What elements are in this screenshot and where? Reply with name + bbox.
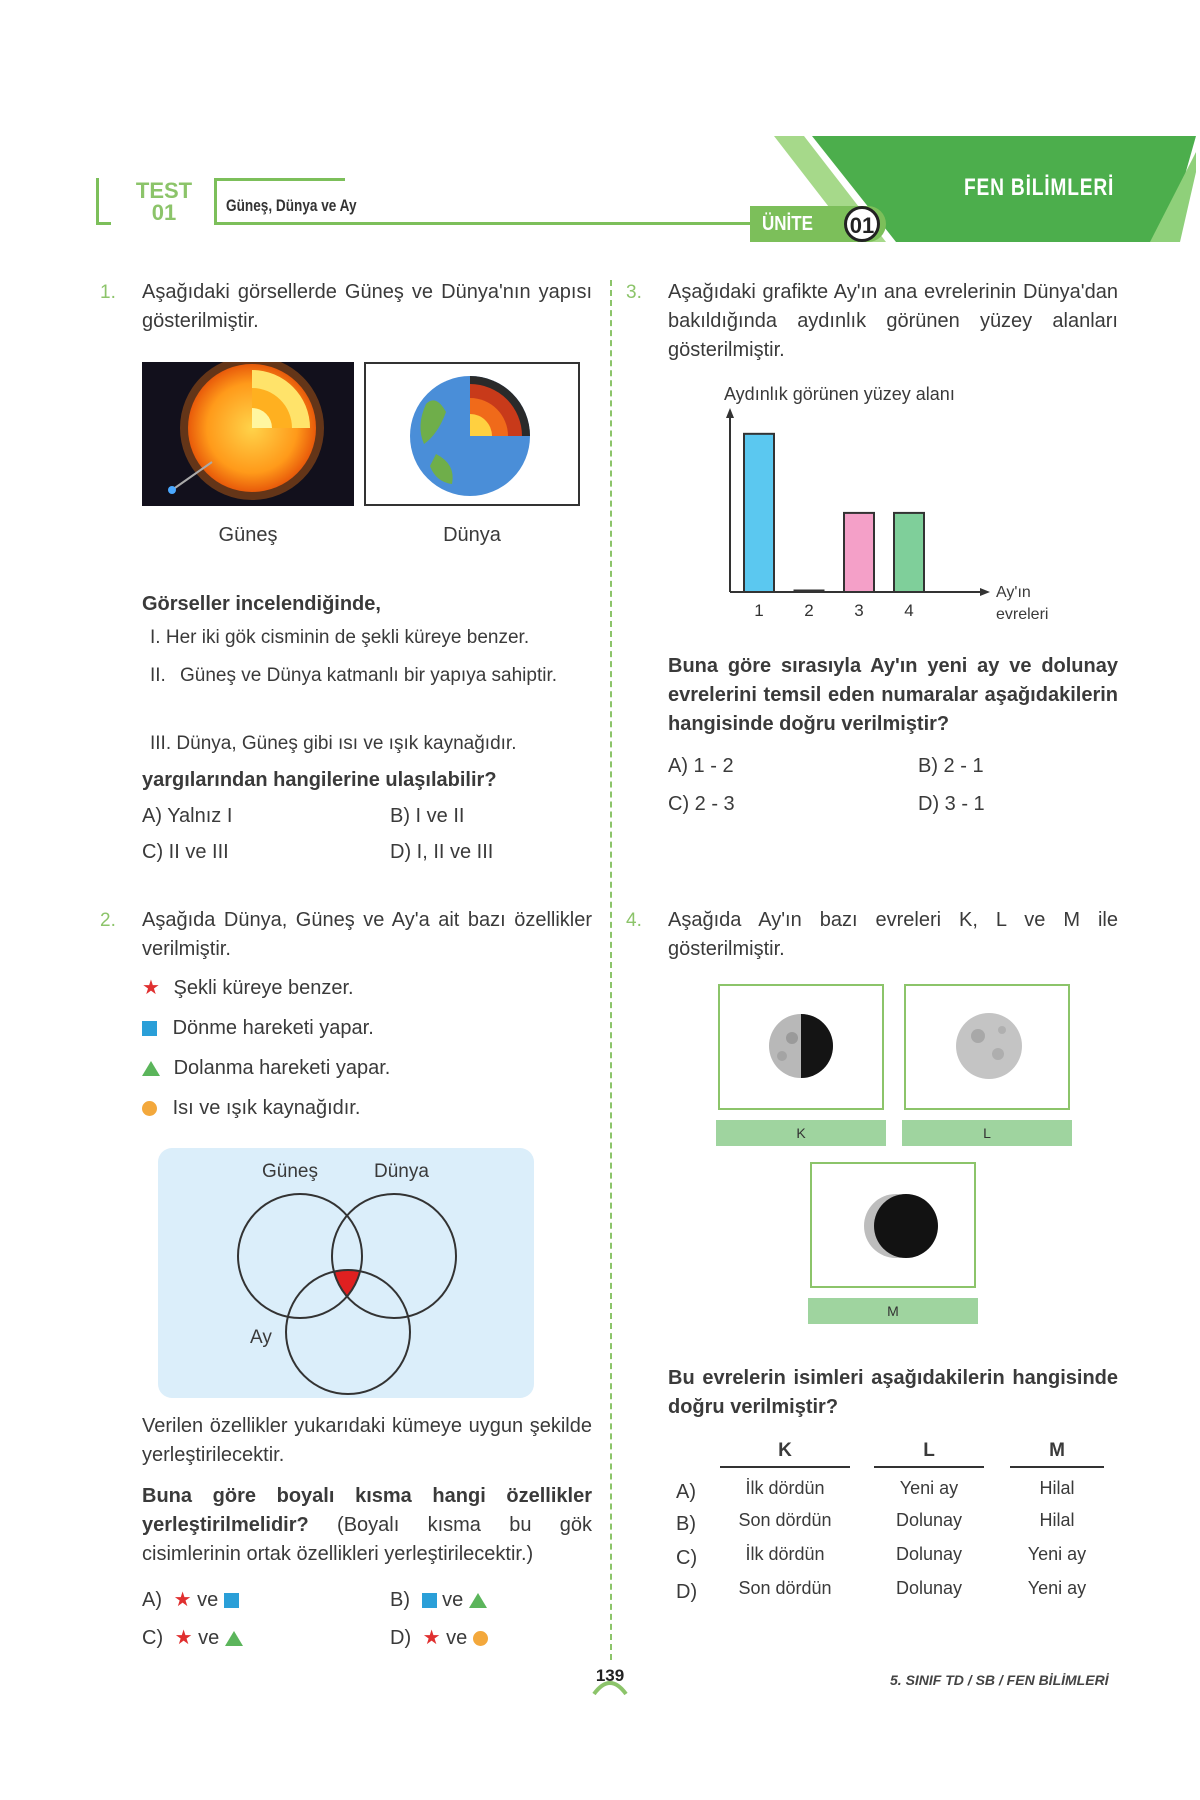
venn-label-moon: Ay: [250, 1327, 272, 1348]
statement-text: Her iki gök cisminin de şekli küreye benzer.: [165, 627, 530, 648]
and-word: ve: [442, 1589, 464, 1611]
red-star-icon: ★: [173, 1589, 192, 1611]
option-letter: B): [390, 1589, 410, 1611]
green-triangle-icon: [469, 1593, 487, 1608]
cell-m: Hilal: [1039, 1478, 1075, 1498]
unite-number: 01: [844, 206, 880, 242]
moon-l-image: [906, 986, 1068, 1108]
chart-xlabel-line1: Ay'ın: [996, 584, 1031, 601]
cell-l: Dolunay: [895, 1544, 963, 1564]
q1-number: 1.: [100, 282, 116, 303]
cell-l: Dolunay: [895, 1578, 963, 1598]
green-triangle-icon: [225, 1631, 243, 1646]
chart-bar-2: [794, 590, 824, 592]
q2-text: Aşağıda Dünya, Güneş ve Ay'a ait bazı özellikler verilmiştir.: [142, 909, 592, 960]
moon-label-l: L: [902, 1120, 1072, 1146]
caption-sun: Güneş: [218, 524, 278, 546]
y-axis-arrow: [726, 408, 734, 418]
caption-earth: Dünya: [443, 524, 501, 546]
moon-label-m: M: [808, 1298, 978, 1324]
moon-phase-k-box: [718, 984, 884, 1110]
topic-title: Güneş, Dünya ve Ay: [226, 196, 357, 215]
venn-circle-earth: [332, 1194, 456, 1318]
q1-statement: [150, 662, 592, 690]
blue-square-icon: [142, 1021, 157, 1036]
test-number: 01: [151, 200, 177, 225]
chart-bar-1: [744, 434, 774, 592]
and-word: ve: [197, 1589, 219, 1611]
statement-number: III.: [150, 733, 172, 754]
cell-k: İlk dördün: [745, 1544, 825, 1564]
option-letter: A): [676, 1481, 696, 1503]
column-divider: [610, 280, 612, 1660]
chart-bar-3: [844, 513, 874, 592]
cell-k: Son dördün: [738, 1510, 832, 1530]
and-word: ve: [198, 1627, 220, 1649]
q3-option-b[interactable]: B) 2 - 1: [918, 755, 984, 777]
header-rule: [214, 222, 774, 225]
q3-option-a[interactable]: A) 1 - 2: [668, 755, 734, 777]
legend-item-circle: [142, 1094, 360, 1122]
venn-label-earth: Dünya: [374, 1161, 429, 1182]
q1-lead: Görseller incelendiğinde,: [142, 593, 381, 615]
red-star-icon: ★: [174, 1627, 193, 1649]
q1-option-a[interactable]: A) Yalnız I: [142, 805, 233, 827]
q3-text: Aşağıdaki grafikte Ay'ın ana evrelerinin Dünya'dan bakıldığında aydınlık görünen yüzey alanları gösterilmiştir.: [668, 281, 1118, 361]
moon-m-image: [812, 1164, 974, 1286]
cell-m: Yeni ay: [1027, 1544, 1087, 1564]
venn-diagram: [158, 1148, 534, 1398]
table-header-m: M: [1010, 1440, 1104, 1468]
cell-m: Hilal: [1039, 1510, 1075, 1530]
unite-label: ÜNİTE: [762, 213, 813, 235]
q2-question-bold: Buna göre boyalı kısma hangi özellikler yerleştirilmelidir?: [142, 1485, 592, 1536]
legend-text: Dolanma hareketi yapar.: [173, 1057, 391, 1079]
test-bracket: [96, 178, 111, 225]
q2-option-c[interactable]: [142, 1624, 243, 1652]
q1-statement: [150, 730, 592, 758]
q1-text: Aşağıdaki görsellerde Güneş ve Dünya'nın yapısı gösterilmiştir.: [142, 281, 592, 332]
chart-tick-label: 3: [854, 601, 864, 620]
orange-circle-icon: [142, 1101, 157, 1116]
q3-option-c[interactable]: C) 2 - 3: [668, 793, 735, 815]
earth-image: [364, 362, 580, 506]
q2-option-b[interactable]: [390, 1586, 487, 1614]
moon-phase-bar-chart: [700, 406, 1120, 636]
q1-option-d[interactable]: D) I, II ve III: [390, 841, 494, 863]
blue-square-icon: [224, 1593, 239, 1608]
venn-label-sun: Güneş: [262, 1161, 318, 1182]
q2-number: 2.: [100, 910, 116, 931]
sun-illustration: [142, 362, 354, 506]
q1-option-b[interactable]: B) I ve II: [390, 805, 465, 827]
q4-text: Aşağıda Ay'ın bazı evreleri K, L ve M ile gösterilmiştir.: [668, 909, 1118, 960]
cell-l: Yeni ay: [899, 1478, 959, 1498]
legend-item-triangle: [142, 1054, 390, 1082]
chart-ylabel: Aydınlık görünen yüzey alanı: [724, 384, 955, 404]
chart-tick-label: 1: [754, 601, 764, 620]
moon-phase-l-box: [904, 984, 1070, 1110]
moon-label-k: K: [716, 1120, 886, 1146]
q1-statement: [150, 624, 592, 652]
red-star-icon: ★: [142, 977, 160, 999]
moon-k-image: [720, 986, 882, 1108]
table-header-k: K: [720, 1440, 850, 1468]
chart-tick-label: 4: [904, 601, 914, 620]
q2-after-text: Verilen özellikler yukarıdaki kümeye uygun şekilde yerleştirilecektir.: [142, 1415, 592, 1466]
statement-number: II.: [150, 665, 166, 686]
legend-item-star: [142, 974, 354, 1002]
cell-m: Yeni ay: [1027, 1578, 1087, 1598]
q3-number: 3.: [626, 282, 642, 303]
moon-phase-m-box: [810, 1162, 976, 1288]
q2-option-d[interactable]: [390, 1624, 488, 1652]
earth-illustration: [366, 364, 578, 504]
option-letter: C): [676, 1547, 698, 1569]
green-triangle-icon: [142, 1061, 160, 1076]
option-letter: A): [142, 1589, 162, 1611]
q1-question: yargılarından hangilerine ulaşılabilir?: [142, 769, 497, 791]
cell-k: İlk dördün: [745, 1478, 825, 1498]
q4-number: 4.: [626, 910, 642, 931]
chart-bar-4: [894, 513, 924, 592]
sun-image: [142, 362, 354, 506]
x-axis-arrow: [980, 588, 990, 596]
statement-text: Güneş ve Dünya katmanlı bir yapıya sahiptir.: [180, 665, 558, 686]
option-letter: C): [142, 1627, 164, 1649]
legend-text: Isı ve ışık kaynağıdır.: [172, 1097, 361, 1119]
chart-xlabel-line2: evreleri: [996, 606, 1049, 623]
test-label-text: TEST: [135, 178, 193, 203]
legend-text: Şekli küreye benzer.: [173, 977, 354, 999]
q2-option-a[interactable]: [142, 1586, 239, 1614]
orange-circle-icon: [473, 1631, 488, 1646]
legend-item-square: [142, 1014, 374, 1042]
blue-square-icon: [422, 1593, 437, 1608]
legend-text: Dönme hareketi yapar.: [172, 1017, 374, 1039]
option-letter: D): [676, 1581, 698, 1603]
page-number: 139: [595, 1666, 625, 1685]
option-letter: D): [390, 1627, 412, 1649]
and-word: ve: [446, 1627, 468, 1649]
statement-text: Dünya, Güneş gibi ısı ve ışık kaynağıdır.: [176, 733, 517, 754]
table-header-l: L: [874, 1440, 984, 1468]
q3-question: Buna göre sırasıyla Ay'ın yeni ay ve dolunay evrelerini temsil eden numaralar aşağıdakilerin hangisinde doğru verilmiştir?: [668, 655, 1118, 735]
book-footer: 5. SINIF TD / SB / FEN BİLİMLERİ: [890, 1672, 1109, 1688]
red-star-icon: ★: [422, 1627, 441, 1649]
chart-xlabel: [996, 582, 1048, 626]
q2-question-note: (Boyalı kısma bu gök cisimlerinin ortak özellikleri yerleştirilecektir.): [142, 1514, 592, 1565]
option-letter: B): [676, 1513, 696, 1535]
cell-l: Dolunay: [895, 1510, 963, 1530]
cell-k: Son dördün: [738, 1578, 832, 1598]
q4-question: Bu evrelerin isimleri aşağıdakilerin hangisinde doğru verilmiştir?: [668, 1367, 1118, 1418]
chart-tick-label: 2: [804, 601, 814, 620]
test-label: [134, 180, 194, 224]
q1-option-c[interactable]: C) II ve III: [142, 841, 229, 863]
subject-title: FEN BİLİMLERİ: [964, 174, 1115, 201]
q2-question: [142, 1482, 592, 1569]
venn-circle-sun: [238, 1194, 362, 1318]
q3-option-d[interactable]: D) 3 - 1: [918, 793, 985, 815]
statement-number: I.: [150, 627, 161, 648]
